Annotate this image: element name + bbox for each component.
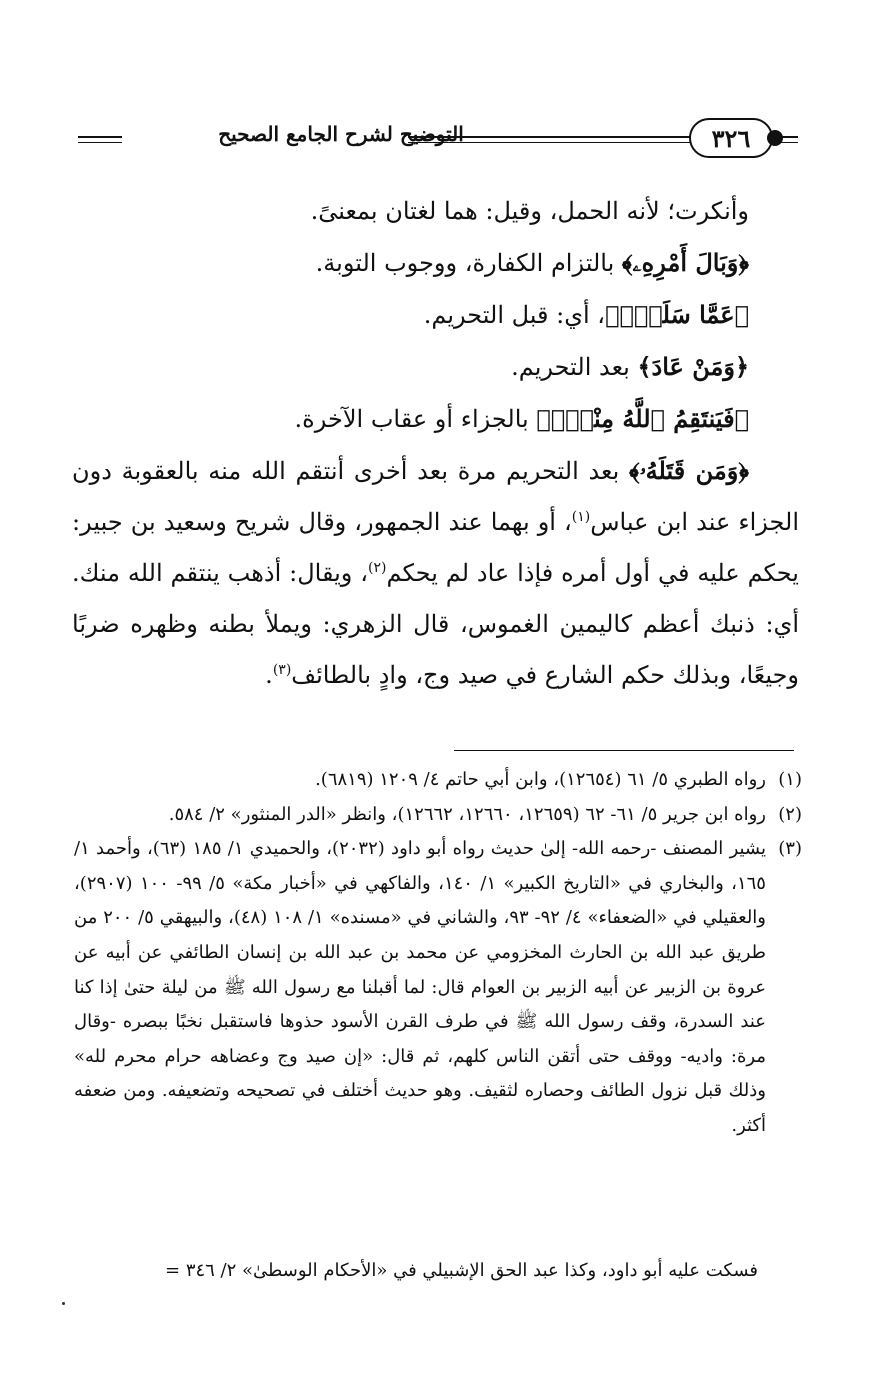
page-header <box>78 118 798 160</box>
footnote-3 <box>74 832 802 1143</box>
header-rule-left-top <box>78 136 122 138</box>
header-rule-middle-bottom <box>408 142 690 143</box>
footnote-1 <box>74 763 802 798</box>
paragraph-6: ﴿وَمَن قَتَلَهُۥ﴾ بعد التحريم مرة بعد أخرى أنتقم الله منه بالعقوبة دون الجزاء عند ابن عباس$^{(١)}$، أو بهما عند الجمهور، وقال شريح وسعيد بن جبير: يحكم عليه في أول أمره فإذا عاد لم يحكم$^{(٢)}$، ويقال: أذهب ينتقم الله منك. أي: ذنبك أعظم كاليمين الغموس، قال الزهري: ويملأ بطنه وظهره ضربًا وجيعًا، وبذلك حكم الشارع في صيد وج، وادٍ بالطائف$^{(٣)}$. <box>72 456 799 689</box>
footnote-separator <box>454 750 794 751</box>
header-rule-middle-top <box>408 136 690 138</box>
paragraph-2: ﴿وَبَالَ أَمْرِهِۦ﴾ بالتزام الكفارة، ووجوب التوبة. <box>315 248 749 277</box>
footnote-number: (٢) <box>778 803 802 825</box>
header-rule-right-top <box>778 136 798 138</box>
main-text <box>72 186 799 701</box>
quran-quote: ﴿وَمَن قَتَلَهُۥ﴾ <box>629 456 749 485</box>
paragraph-1: وأنكرت؛ لأنه الحمل، وقيل: هما لغتان بمعنىً. <box>310 197 749 225</box>
paragraph-3: ﴿عَمَّا سَلَفَۚ﴾، أي: قبل التحريم. <box>423 300 749 329</box>
footnote-text: يشير المصنف -رحمه الله- إلىٰ حديث رواه أبو داود (٢٠٣٢)، والحميدي ١/ ١٨٥ (٦٣)، وأحمد ١/ ١٦٥، والبخاري في «التاريخ الكبير» ١/ ١٤٠، والفاكهي في «أخبار مكة» ٥/ ٩٩- ١٠٠ (٢٩٠٧)، والعقيلي في «الضعفاء» ٤/ ٩٢- ٩٣، والشاني في «مسنده» ١/ ١٠٨ (٤٨)، والبيهقي ٥/ ٢٠٠ من طريق عبد الله بن الحارث المخزومي عن محمد بن عبد الله بن إنسان الطائفي عن أبيه عن عروة بن الزبير عن أبيه الزبير بن العوام قال: لما أقبلنا مع رسول الله ﷺ من ليلة حتىٰ إذا كنا عند السدرة، وقف رسول الله ﷺ في طرف القرن الأسود حذوها فاستقبل نخبًا ببصره -وقال مرة: واديه- ووقف حتى أتقن الناس كلهم، ثم قال: «إن صيد وج وعضاهه حرام محرم لله» وذلك قبل نزول الطائف وحصاره لثقيف. وهو حديث أختلف في تصحيحه وتضعيفه. ومن ضعفه أكثر. <box>74 838 767 1136</box>
quran-quote: ﴿عَمَّا سَلَفَۚ﴾ <box>605 300 749 329</box>
footnote-ref-3[interactable]: (٣) <box>272 662 292 678</box>
footnote-ref-2[interactable]: (٢) <box>368 560 387 576</box>
header-rule-right-bottom <box>778 142 798 143</box>
footnote-continuation: فسكت عليه أبو داود، وكذا عبد الحق الإشبيلي في «الأحكام الوسطىٰ» ٢/ ٣٤٦ = <box>165 1260 758 1281</box>
paragraph-4: ﴿وَمَنْ عَادَ﴾ بعد التحريم. <box>511 352 749 381</box>
quran-quote: ﴿فَيَنتَقِمُ ٱللَّهُ مِنْهُۚ﴾ <box>536 404 749 433</box>
margin-dot <box>62 1302 65 1305</box>
quran-quote: ﴿وَبَالَ أَمْرِهِۦ﴾ <box>621 248 749 277</box>
paragraph-5: ﴿فَيَنتَقِمُ ٱللَّهُ مِنْهُۚ﴾ بالجزاء أو عقاب الآخرة. <box>294 404 749 433</box>
footnote-number: (١) <box>778 769 802 790</box>
footnote-number: (٣) <box>778 838 802 860</box>
footnote-text: رواه ابن جرير ٥/ ٦١- ٦٢ (١٢٦٥٩، ١٢٦٦٠، ١٢٦٦٢)، وانظر «الدر المنثور» ٢/ ٥٨٤. <box>168 803 766 825</box>
footnote-ref-1[interactable]: (١) <box>571 509 591 525</box>
footnotes <box>74 763 802 1144</box>
footnote-text: رواه الطبري ٥/ ٦١ (١٢٦٥٤)، وابن أبي حاتم ٤/ ١٢٠٩ (٦٨١٩). <box>315 769 766 790</box>
page-number: ٣٢٦ <box>711 123 751 153</box>
page-number-badge <box>689 118 773 158</box>
running-title: التوضيح لشرح الجامع الصحيح <box>218 122 464 146</box>
header-rule-left-bottom <box>78 142 122 143</box>
footnote-2 <box>74 798 802 833</box>
quran-quote: ﴿وَمَنْ عَادَ﴾ <box>637 352 749 381</box>
